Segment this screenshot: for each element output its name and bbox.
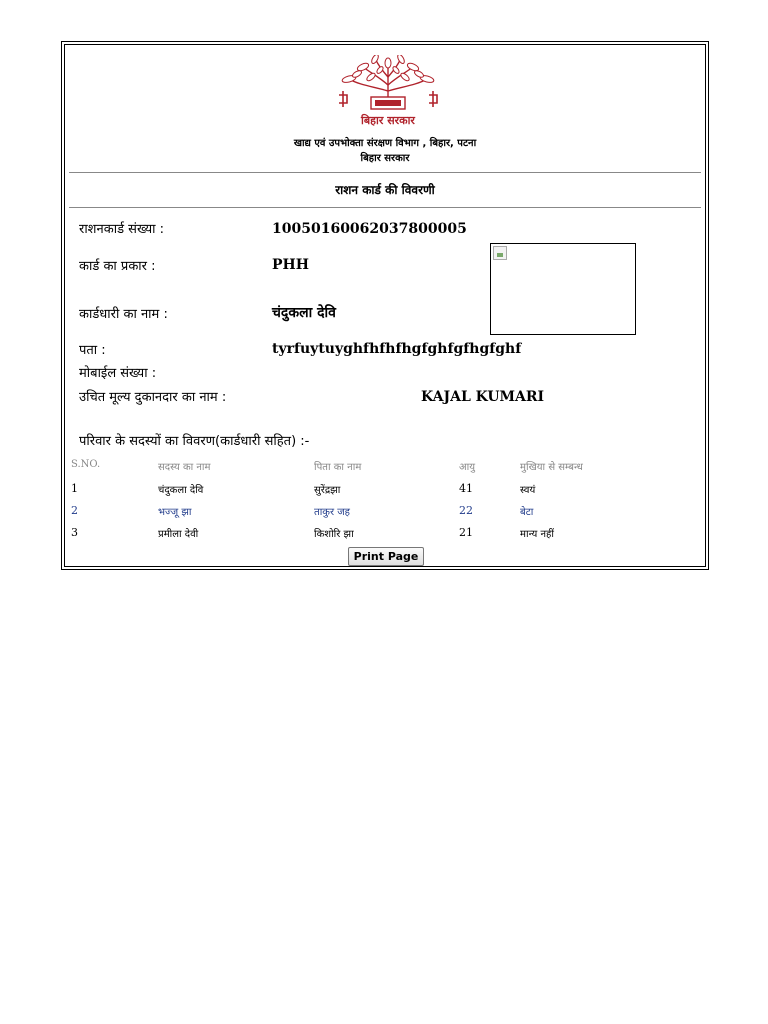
row-age: 22	[459, 504, 473, 517]
col-header-age: आयु	[459, 462, 476, 473]
ration-card-panel	[61, 41, 709, 570]
row-sno: 1	[71, 482, 78, 495]
row-member-name: भज्जू झा	[158, 507, 192, 518]
col-header-sno: S.NO.	[71, 459, 101, 470]
row-father-name: ताकुर जह	[314, 507, 350, 518]
card-type-label: कार्ड का प्रकार :	[79, 259, 156, 274]
ration-card-inner-border	[64, 44, 706, 567]
holder-photo	[490, 243, 636, 335]
card-number-value: 10050160062037800005	[272, 221, 467, 237]
col-header-relation: मुखिया से सम्बन्ध	[520, 462, 583, 473]
row-member-name: चंदुकला देवि	[158, 485, 204, 496]
emblem-caption: बिहार सरकार	[361, 114, 415, 127]
members-title: परिवार के सदस्यों का विवरण(कार्डधारी सहित) :-	[79, 434, 310, 449]
mobile-label: मोबाईल संख्या :	[79, 366, 157, 381]
holder-name-label: कार्डधारी का नाम :	[79, 307, 168, 322]
address-value: tyrfuytuyghfhfhfhgfghfgfhgfghf	[272, 341, 522, 357]
section-title: राशन कार्ड की विवरणी	[335, 183, 435, 197]
row-relation: मान्य नहीं	[520, 529, 554, 540]
row-father-name: किशोरि झा	[314, 529, 354, 540]
address-label: पता :	[79, 343, 106, 358]
government-name: बिहार सरकार	[360, 153, 410, 164]
divider-bottom	[69, 207, 701, 208]
broken-image-icon	[493, 246, 507, 260]
divider-top	[69, 172, 701, 173]
row-sno: 3	[71, 526, 78, 539]
row-age: 21	[459, 526, 473, 539]
col-header-member-name: सदस्य का नाम	[158, 462, 211, 473]
col-header-father-name: पिता का नाम	[314, 462, 362, 473]
row-sno: 2	[71, 504, 78, 517]
row-father-name: सुरेंद्रझा	[314, 485, 341, 496]
row-member-name: प्रमीला देवी	[158, 529, 199, 540]
card-number-label: राशनकार्ड संख्या :	[79, 222, 164, 237]
department-name: खाद्य एवं उपभोक्ता संरक्षण विभाग , बिहार, पटना	[293, 138, 477, 149]
dealer-label: उचित मूल्य दुकानदार का नाम :	[79, 390, 227, 405]
dealer-name-value: KAJAL KUMARI	[421, 389, 545, 405]
row-age: 41	[459, 482, 473, 495]
print-page-button[interactable]: Print Page	[348, 547, 424, 566]
row-relation: बेटा	[520, 507, 534, 518]
bihar-emblem-logo	[335, 55, 441, 133]
holder-name-value: चंदुकला देवि	[272, 305, 336, 321]
row-relation: स्वयं	[520, 485, 536, 496]
card-type-value: PHH	[272, 257, 309, 273]
